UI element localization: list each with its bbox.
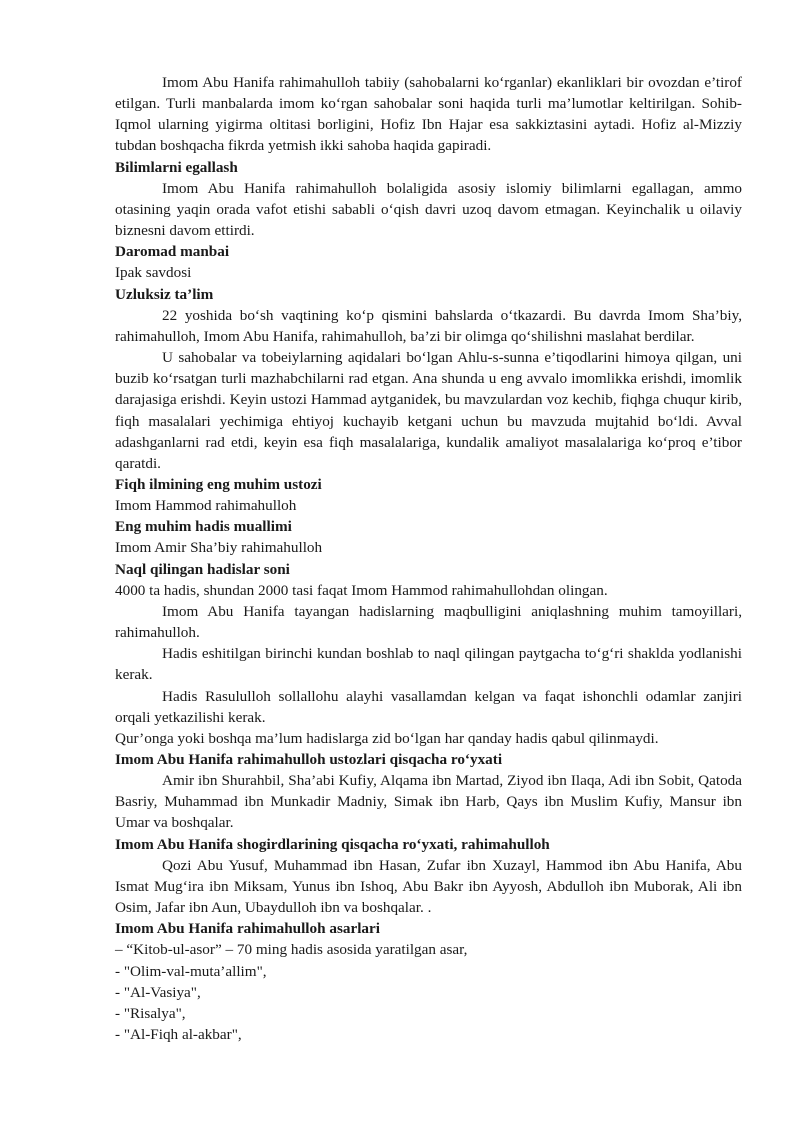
text-imom-hammod: Imom Hammod rahimahulloh: [115, 497, 297, 515]
paragraph-principles: Imom Abu Hanifa tayangan hadislarning maqbulligini aniqlashning muhim tamoyillari, rahimahulloh.: [115, 602, 742, 642]
text-hadis-count: 4000 ta hadis, shundan 2000 tasi faqat Imom Hammod rahimahullohdan olingan.: [115, 581, 608, 599]
paragraph-principle-1: Hadis eshitilgan birinchi kundan boshlab to naql qilingan paytgacha to‘g‘ri shaklda yodlanishi kerak.: [115, 645, 742, 684]
heading-shogirdlari: Imom Abu Hanifa shogirdlarining qisqacha ro‘yxati, rahimahulloh: [115, 835, 550, 853]
list-item-al-fiqh-al-akbar: - "Al-Fiqh al-akbar",: [115, 1026, 242, 1044]
list-item-olim-val-mutaallim: - "Olim-val-muta’allim",: [115, 962, 267, 980]
heading-uzluksiz-talim: Uzluksiz ta’lim: [115, 285, 214, 303]
heading-asarlari: Imom Abu Hanifa rahimahulloh asarlari: [115, 920, 380, 938]
paragraph-age-22: 22 yoshida bo‘sh vaqtining ko‘p qismini bahslarda o‘tkazardi. Bu davrda Imom Sha’biy, rahimahulloh, Imom Abu Hanifa, rahimahulloh, ba’zi bir olimga qo‘shilishni maslahat berdilar.: [115, 306, 742, 345]
paragraph-teachers-list: Amir ibn Shurahbil, Sha’abi Kufiy, Alqama ibn Martad, Ziyod ibn Ilaqa, Adi ibn Sobit, Qatoda Basriy, Muhammad ibn Munkadir Madniy, Simak ibn Harb, Qays ibn Muslim Kufiy, Mansur ibn Umar va boshqalar.: [115, 772, 742, 832]
paragraph-principle-2: Hadis Rasululloh sollallohu alayhi vasallamdan kelgan va faqat ishonchli odamlar zanjiri orqali yetkazilishi kerak.: [115, 687, 742, 726]
heading-hadis-muallimi: Eng muhim hadis muallimi: [115, 518, 292, 536]
list-item-risalya: - "Risalya",: [115, 1004, 186, 1022]
heading-fiqh-ustozi: Fiqh ilmining eng muhim ustozi: [115, 475, 322, 493]
paragraph-sahoba-count: Imom Abu Hanifa rahimahulloh tabiiy (sahobalarni ko‘rganlar) ekanliklari bir ovozdan e’tirof etilgan. Turli manbalarda imom ko‘rgan sahobalar soni haqida turli ma’lumotlar keltirilgan. Sohib-Iqmol ularning yigirma oltitasi borligini, Hofiz Ibn Hajar esa sakkiztasini aytadi. Hofiz al-Mizziy tubdan boshqacha fikrda yetmish ikki sahoba haqida gapiradi.: [115, 74, 742, 155]
paragraph-childhood-education: Imom Abu Hanifa rahimahulloh bolaligida asosiy islomiy bilimlarni egallagan, ammo otasining yaqin orada vafot etishi sababli o‘qish davri uzoq davom etmagan. Keyinchalik u oilaviy biznesni davom ettirdi.: [115, 179, 742, 240]
heading-bilimlarni-egallash: Bilimlarni egallash: [115, 158, 238, 176]
text-imom-amir: Imom Amir Sha’biy rahimahulloh: [115, 539, 323, 557]
document-page: [115, 72, 742, 1045]
list-item-al-vasiya: - "Al-Vasiya",: [115, 983, 201, 1001]
heading-hadislar-soni: Naql qilingan hadislar soni: [115, 560, 290, 578]
paragraph-ahlu-sunna: U sahobalar va tobeiylarning aqidalari bo‘lgan Ahlu-s-sunna e’tiqodlarini himoya qilgan, uni buzib ko‘rsatgan turli mazhabchilarni rad etgan. Ana shunda u eng avvalo imomlikka erishdi, imomlik darajasiga erishdi. Keyin ustozi Hammad aytganidek, bu mavzulardan voz kechib, fiqhga chuqur kirib, fiqh masalalari yechimiga ehtiyoj kuchayib ketgani uchun bu mavzuda mujtahid bo‘ldi. Avval adashganlarni rad etdi, keyin esa fiqh masalalariga, kundalik amaliyot masalalariga ko‘proq e’tibor qaratdi.: [115, 349, 742, 472]
heading-daromad-manbai: Daromad manbai: [115, 243, 230, 261]
text-principle-3: Qur’onga yoki boshqa ma’lum hadislarga zid bo‘lgan har qanday hadis qabul qilinmaydi.: [115, 729, 659, 747]
heading-ustozlari: Imom Abu Hanifa rahimahulloh ustozlari qisqacha ro‘yxati: [115, 751, 503, 768]
list-item-kitob-ul-asor: – “Kitob-ul-asor” – 70 ming hadis asosida yaratilgan asar,: [115, 941, 468, 959]
text-ipak-savdosi: Ipak savdosi: [115, 264, 192, 282]
paragraph-students-list: Qozi Abu Yusuf, Muhammad ibn Hasan, Zufar ibn Xuzayl, Hammod ibn Abu Hanifa, Abu Ismat Mug‘ira ibn Miksam, Yunus ibn Ishoq, Abu Bakr ibn Ayyosh, Abdulloh ibn Muborak, Ali ibn Osim, Jafar ibn Aun, Ubaydulloh ibn va boshqalar. .: [115, 856, 742, 917]
